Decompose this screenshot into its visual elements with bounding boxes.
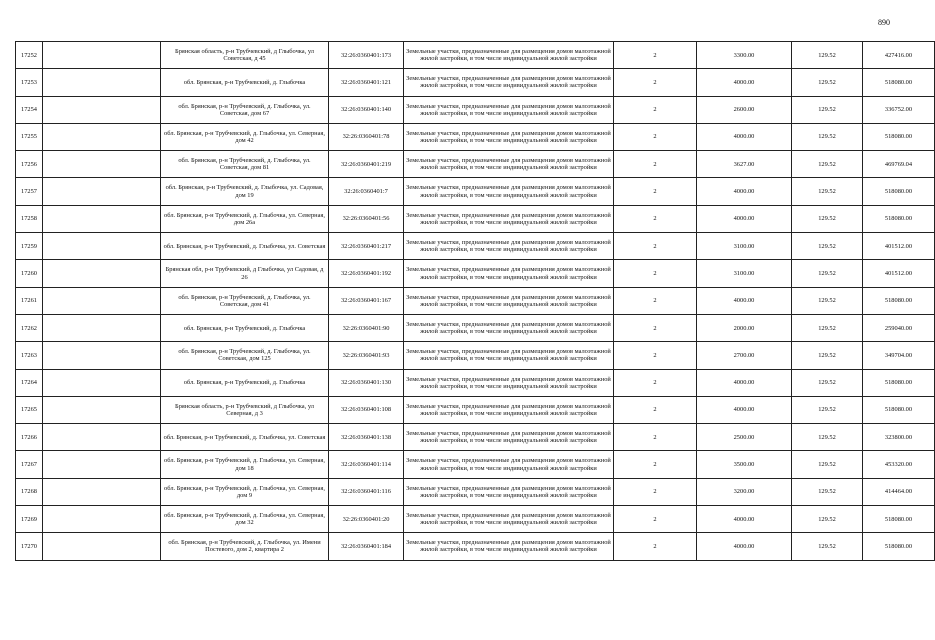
empty-cell	[43, 314, 161, 341]
area-cell: 2500.00	[697, 424, 792, 451]
category-cell: 2	[614, 42, 697, 69]
cadastral-value-cell: 518080.00	[863, 396, 935, 423]
area-cell: 3627.00	[697, 151, 792, 178]
address-cell: обл. Брянская, р-н Трубчевский, д. Глыбочка, ул. Имени Постевого, дом 2, квартира 2	[161, 533, 329, 560]
area-cell: 4000.00	[697, 69, 792, 96]
category-cell: 2	[614, 424, 697, 451]
empty-cell	[43, 478, 161, 505]
rate-cell: 129.52	[792, 424, 863, 451]
category-cell: 2	[614, 506, 697, 533]
table-row	[16, 506, 935, 533]
table-row	[16, 123, 935, 150]
rate-cell: 129.52	[792, 69, 863, 96]
area-cell: 2600.00	[697, 96, 792, 123]
empty-cell	[43, 205, 161, 232]
address-cell: Брянская область, р-н Трубчевский, д Глыбочка, ул Советская, д 45	[161, 42, 329, 69]
table-row	[16, 205, 935, 232]
category-cell: 2	[614, 178, 697, 205]
rate-cell: 129.52	[792, 342, 863, 369]
category-cell: 2	[614, 260, 697, 287]
area-cell: 4000.00	[697, 205, 792, 232]
address-cell: обл. Брянская, р-н Трубчевский, д. Глыбочка, ул. Северная, дом 26а	[161, 205, 329, 232]
area-cell: 3300.00	[697, 42, 792, 69]
address-cell: обл. Брянская, р-н Трубчевский, д. Глыбочка, ул. Северная, дом 18	[161, 451, 329, 478]
cadastral-number-cell: 32:26:0360401:219	[329, 151, 404, 178]
table-row	[16, 478, 935, 505]
address-cell: обл. Брянская, р-н Трубчевский, д. Глыбочка	[161, 314, 329, 341]
area-cell: 4000.00	[697, 396, 792, 423]
row-number-cell: 17253	[16, 69, 43, 96]
table-row	[16, 533, 935, 560]
land-use-cell: Земельные участки, предназначенные для размещения домов малоэтажной жилой застройки, в том числе индивидуальной жилой застройки	[404, 533, 614, 560]
row-number-cell: 17264	[16, 369, 43, 396]
rate-cell: 129.52	[792, 123, 863, 150]
rate-cell: 129.52	[792, 451, 863, 478]
cadastral-value-cell: 453320.00	[863, 451, 935, 478]
empty-cell	[43, 506, 161, 533]
cadastral-number-cell: 32:26:0360401:140	[329, 96, 404, 123]
category-cell: 2	[614, 478, 697, 505]
address-cell: обл. Брянская, р-н Трубчевский, д. Глыбочка	[161, 369, 329, 396]
category-cell: 2	[614, 287, 697, 314]
row-number-cell: 17267	[16, 451, 43, 478]
cadastral-number-cell: 32:26:0360401:167	[329, 287, 404, 314]
empty-cell	[43, 396, 161, 423]
row-number-cell: 17266	[16, 424, 43, 451]
rate-cell: 129.52	[792, 533, 863, 560]
category-cell: 2	[614, 451, 697, 478]
area-cell: 3200.00	[697, 478, 792, 505]
table-row	[16, 314, 935, 341]
empty-cell	[43, 42, 161, 69]
cadastral-number-cell: 32:26:0360401:184	[329, 533, 404, 560]
land-use-cell: Земельные участки, предназначенные для размещения домов малоэтажной жилой застройки, в том числе индивидуальной жилой застройки	[404, 233, 614, 260]
empty-cell	[43, 178, 161, 205]
land-use-cell: Земельные участки, предназначенные для размещения домов малоэтажной жилой застройки, в том числе индивидуальной жилой застройки	[404, 424, 614, 451]
table-row	[16, 451, 935, 478]
rate-cell: 129.52	[792, 205, 863, 232]
land-use-cell: Земельные участки, предназначенные для размещения домов малоэтажной жилой застройки, в том числе индивидуальной жилой застройки	[404, 205, 614, 232]
rate-cell: 129.52	[792, 42, 863, 69]
area-cell: 4000.00	[697, 506, 792, 533]
row-number-cell: 17269	[16, 506, 43, 533]
table-row	[16, 369, 935, 396]
row-number-cell: 17255	[16, 123, 43, 150]
row-number-cell: 17259	[16, 233, 43, 260]
rate-cell: 129.52	[792, 151, 863, 178]
cadastral-number-cell: 32:26:0360401:130	[329, 369, 404, 396]
address-cell: Брянская обл, р-н Трубчевский, д Глыбочка, ул Садовая, д 26	[161, 260, 329, 287]
cadastral-number-cell: 32:26:0360401:108	[329, 396, 404, 423]
empty-cell	[43, 260, 161, 287]
table-row	[16, 42, 935, 69]
table-row	[16, 260, 935, 287]
cadastral-value-cell: 336752.00	[863, 96, 935, 123]
land-use-cell: Земельные участки, предназначенные для размещения домов малоэтажной жилой застройки, в том числе индивидуальной жилой застройки	[404, 69, 614, 96]
cadastre-table	[15, 41, 935, 561]
empty-cell	[43, 342, 161, 369]
cadastral-number-cell: 32:26:0360401:56	[329, 205, 404, 232]
table-row	[16, 396, 935, 423]
cadastral-number-cell: 32:26:0360401:20	[329, 506, 404, 533]
table-row	[16, 342, 935, 369]
cadastral-value-cell: 518080.00	[863, 287, 935, 314]
cadastral-value-cell: 401512.00	[863, 260, 935, 287]
rate-cell: 129.52	[792, 260, 863, 287]
cadastral-number-cell: 32:26:0360401:173	[329, 42, 404, 69]
row-number-cell: 17257	[16, 178, 43, 205]
area-cell: 2700.00	[697, 342, 792, 369]
rate-cell: 129.52	[792, 287, 863, 314]
address-cell: обл. Брянская, р-н Трубчевский, д. Глыбочка, ул. Советская	[161, 424, 329, 451]
empty-cell	[43, 369, 161, 396]
table-row	[16, 178, 935, 205]
empty-cell	[43, 123, 161, 150]
category-cell: 2	[614, 123, 697, 150]
address-cell: обл. Брянская, р-н Трубчевский, д. Глыбочка, ул. Северная, дом 42	[161, 123, 329, 150]
cadastral-number-cell: 32:26:0360401:192	[329, 260, 404, 287]
address-cell: обл. Брянская, р-н Трубчевский, д. Глыбочка, ул. Советская, дом 41	[161, 287, 329, 314]
cadastral-number-cell: 32:26:0360401:121	[329, 69, 404, 96]
category-cell: 2	[614, 233, 697, 260]
table-row	[16, 233, 935, 260]
rate-cell: 129.52	[792, 478, 863, 505]
cadastral-value-cell: 518080.00	[863, 205, 935, 232]
cadastral-value-cell: 469769.04	[863, 151, 935, 178]
rate-cell: 129.52	[792, 506, 863, 533]
address-cell: обл. Брянская, р-н Трубчевский, д. Глыбочка, ул. Советская, дом 81	[161, 151, 329, 178]
cadastral-value-cell: 518080.00	[863, 123, 935, 150]
category-cell: 2	[614, 96, 697, 123]
empty-cell	[43, 424, 161, 451]
empty-cell	[43, 533, 161, 560]
address-cell: обл. Брянская, р-н Трубчевский, д. Глыбочка, ул. Советская, дом 67	[161, 96, 329, 123]
table-row	[16, 69, 935, 96]
empty-cell	[43, 151, 161, 178]
land-use-cell: Земельные участки, предназначенные для размещения домов малоэтажной жилой застройки, в том числе индивидуальной жилой застройки	[404, 342, 614, 369]
cadastral-number-cell: 32:26:0360401:7	[329, 178, 404, 205]
category-cell: 2	[614, 205, 697, 232]
cadastral-number-cell: 32:26:0360401:116	[329, 478, 404, 505]
area-cell: 3500.00	[697, 451, 792, 478]
row-number-cell: 17260	[16, 260, 43, 287]
category-cell: 2	[614, 314, 697, 341]
cadastral-value-cell: 349704.00	[863, 342, 935, 369]
page-number: 890	[878, 18, 890, 27]
land-use-cell: Земельные участки, предназначенные для размещения домов малоэтажной жилой застройки, в том числе индивидуальной жилой застройки	[404, 451, 614, 478]
land-use-cell: Земельные участки, предназначенные для размещения домов малоэтажной жилой застройки, в том числе индивидуальной жилой застройки	[404, 396, 614, 423]
cadastral-number-cell: 32:26:0360401:93	[329, 342, 404, 369]
land-use-cell: Земельные участки, предназначенные для размещения домов малоэтажной жилой застройки, в том числе индивидуальной жилой застройки	[404, 178, 614, 205]
row-number-cell: 17263	[16, 342, 43, 369]
cadastral-number-cell: 32:26:0360401:217	[329, 233, 404, 260]
area-cell: 3100.00	[697, 260, 792, 287]
cadastral-value-cell: 259040.00	[863, 314, 935, 341]
row-number-cell: 17254	[16, 96, 43, 123]
cadastral-number-cell: 32:26:0360401:114	[329, 451, 404, 478]
row-number-cell: 17270	[16, 533, 43, 560]
address-cell: обл. Брянская, р-н Трубчевский, д. Глыбочка, ул. Северная, дом 9	[161, 478, 329, 505]
empty-cell	[43, 451, 161, 478]
rate-cell: 129.52	[792, 233, 863, 260]
row-number-cell: 17261	[16, 287, 43, 314]
empty-cell	[43, 287, 161, 314]
row-number-cell: 17258	[16, 205, 43, 232]
rate-cell: 129.52	[792, 369, 863, 396]
cadastral-value-cell: 401512.00	[863, 233, 935, 260]
row-number-cell: 17252	[16, 42, 43, 69]
row-number-cell: 17268	[16, 478, 43, 505]
land-use-cell: Земельные участки, предназначенные для размещения домов малоэтажной жилой застройки, в том числе индивидуальной жилой застройки	[404, 314, 614, 341]
cadastral-number-cell: 32:26:0360401:138	[329, 424, 404, 451]
row-number-cell: 17256	[16, 151, 43, 178]
cadastral-number-cell: 32:26:0360401:78	[329, 123, 404, 150]
category-cell: 2	[614, 151, 697, 178]
cadastral-value-cell: 518080.00	[863, 69, 935, 96]
land-use-cell: Земельные участки, предназначенные для размещения домов малоэтажной жилой застройки, в том числе индивидуальной жилой застройки	[404, 123, 614, 150]
land-use-cell: Земельные участки, предназначенные для размещения домов малоэтажной жилой застройки, в том числе индивидуальной жилой застройки	[404, 506, 614, 533]
cadastral-value-cell: 518080.00	[863, 369, 935, 396]
table-row	[16, 96, 935, 123]
land-use-cell: Земельные участки, предназначенные для размещения домов малоэтажной жилой застройки, в том числе индивидуальной жилой застройки	[404, 42, 614, 69]
area-cell: 4000.00	[697, 533, 792, 560]
address-cell: обл. Брянская, р-н Трубчевский, д. Глыбочка, ул. Советская, дом 125	[161, 342, 329, 369]
area-cell: 4000.00	[697, 287, 792, 314]
area-cell: 4000.00	[697, 123, 792, 150]
rate-cell: 129.52	[792, 396, 863, 423]
area-cell: 4000.00	[697, 369, 792, 396]
cadastral-value-cell: 323800.00	[863, 424, 935, 451]
cadastral-value-cell: 414464.00	[863, 478, 935, 505]
category-cell: 2	[614, 369, 697, 396]
address-cell: Брянская область, р-н Трубчевский, д Глыбочка, ул Северная, д 3	[161, 396, 329, 423]
land-use-cell: Земельные участки, предназначенные для размещения домов малоэтажной жилой застройки, в том числе индивидуальной жилой застройки	[404, 478, 614, 505]
category-cell: 2	[614, 342, 697, 369]
area-cell: 4000.00	[697, 178, 792, 205]
land-use-cell: Земельные участки, предназначенные для размещения домов малоэтажной жилой застройки, в том числе индивидуальной жилой застройки	[404, 287, 614, 314]
category-cell: 2	[614, 533, 697, 560]
rate-cell: 129.52	[792, 314, 863, 341]
empty-cell	[43, 69, 161, 96]
land-use-cell: Земельные участки, предназначенные для размещения домов малоэтажной жилой застройки, в том числе индивидуальной жилой застройки	[404, 260, 614, 287]
category-cell: 2	[614, 396, 697, 423]
category-cell: 2	[614, 69, 697, 96]
table-body	[16, 42, 935, 561]
row-number-cell: 17262	[16, 314, 43, 341]
address-cell: обл. Брянская, р-н Трубчевский, д. Глыбочка	[161, 69, 329, 96]
row-number-cell: 17265	[16, 396, 43, 423]
cadastral-number-cell: 32:26:0360401:90	[329, 314, 404, 341]
table-row	[16, 287, 935, 314]
land-use-cell: Земельные участки, предназначенные для размещения домов малоэтажной жилой застройки, в том числе индивидуальной жилой застройки	[404, 96, 614, 123]
cadastral-value-cell: 518080.00	[863, 533, 935, 560]
table-row	[16, 151, 935, 178]
cadastral-value-cell: 518080.00	[863, 178, 935, 205]
rate-cell: 129.52	[792, 96, 863, 123]
cadastral-value-cell: 427416.00	[863, 42, 935, 69]
empty-cell	[43, 96, 161, 123]
address-cell: обл. Брянская, р-н Трубчевский, д. Глыбочка, ул. Северная, дом 32	[161, 506, 329, 533]
table-row	[16, 424, 935, 451]
address-cell: обл. Брянская, р-н Трубчевский, д. Глыбочка, ул. Советская	[161, 233, 329, 260]
land-use-cell: Земельные участки, предназначенные для размещения домов малоэтажной жилой застройки, в том числе индивидуальной жилой застройки	[404, 369, 614, 396]
area-cell: 2000.00	[697, 314, 792, 341]
area-cell: 3100.00	[697, 233, 792, 260]
land-use-cell: Земельные участки, предназначенные для размещения домов малоэтажной жилой застройки, в том числе индивидуальной жилой застройки	[404, 151, 614, 178]
rate-cell: 129.52	[792, 178, 863, 205]
empty-cell	[43, 233, 161, 260]
address-cell: обл. Брянская, р-н Трубчевский, д. Глыбочка, ул. Садовая, дом 19	[161, 178, 329, 205]
cadastral-value-cell: 518080.00	[863, 506, 935, 533]
